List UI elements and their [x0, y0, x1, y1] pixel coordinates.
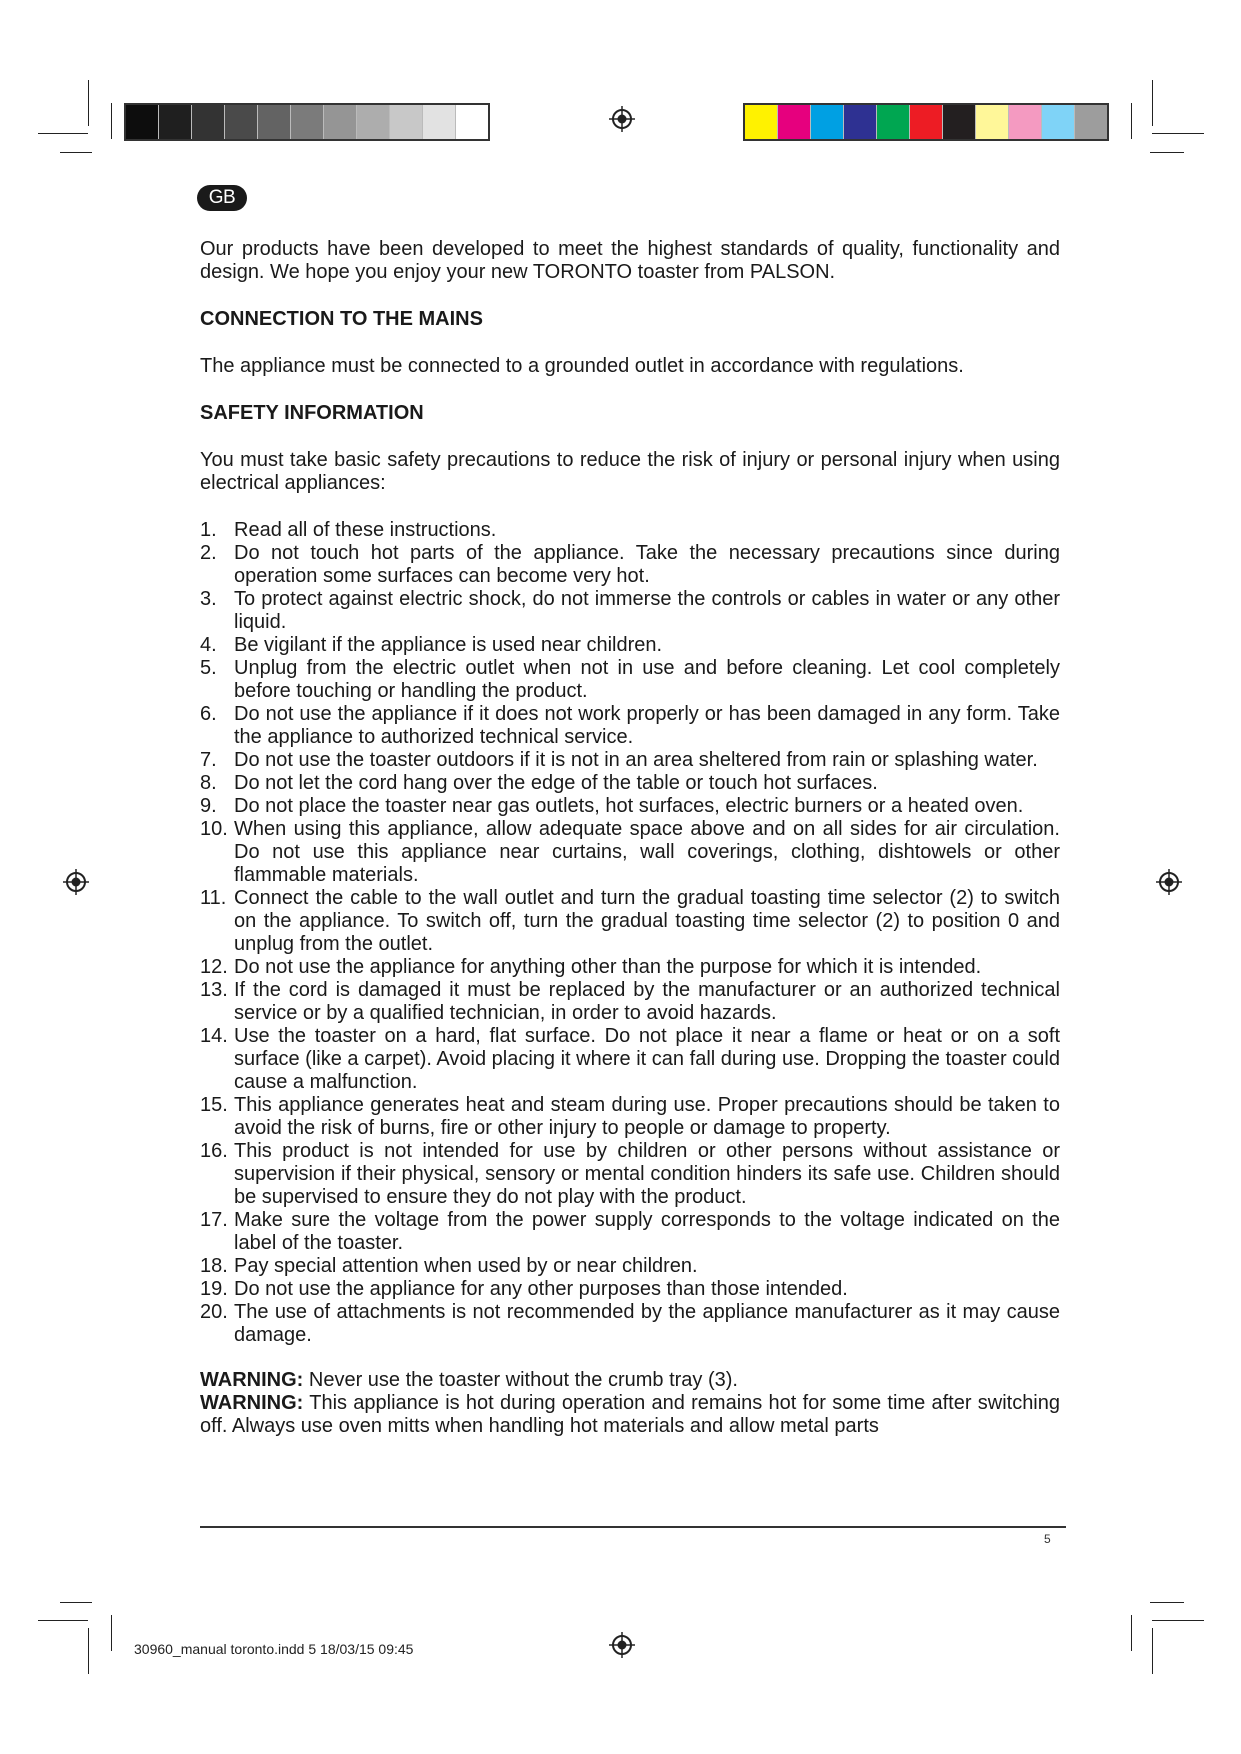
list-item — [200, 1094, 1060, 1140]
list-item-text: Do not let the cord hang over the edge of the table or touch hot surfaces. — [234, 772, 878, 794]
color-swatch — [423, 105, 456, 139]
crop-mark — [1150, 152, 1184, 153]
list-item-number: 10. — [200, 818, 228, 840]
safety-intro: You must take basic safety precautions to reduce the risk of injury or personal injury when using electrical appliances: — [200, 449, 1060, 494]
grayscale-color-bar — [124, 103, 490, 141]
list-item-text: Do not use the appliance if it does not work properly or has been damaged in any form. Take the appliance to authorized technical service. — [234, 703, 1060, 748]
list-item — [200, 542, 1060, 588]
color-swatch — [943, 105, 976, 139]
crop-mark — [1150, 1602, 1184, 1603]
list-item-number: 11. — [200, 887, 227, 909]
list-item — [200, 1255, 1060, 1278]
list-item-number: 14. — [200, 1025, 228, 1047]
list-item-text: When using this appliance, allow adequate space above and on all sides for air circulation. Do not use this appliance near curtains, wall coverings, clothing, dishtowels or other flammable materials. — [234, 818, 1060, 886]
list-item-text: Unplug from the electric outlet when not in use and before cleaning. Let cool completely before touching or handling the product. — [234, 657, 1060, 702]
color-swatch — [811, 105, 844, 139]
color-swatch — [877, 105, 910, 139]
list-item — [200, 657, 1060, 703]
safety-heading: SAFETY INFORMATION — [200, 402, 424, 424]
list-item — [200, 795, 1060, 818]
list-item-number: 20. — [200, 1301, 228, 1323]
list-item — [200, 887, 1060, 956]
color-swatch — [910, 105, 943, 139]
color-swatch — [159, 105, 192, 139]
warning-label: WARNING: — [200, 1369, 304, 1391]
list-item-number: 15. — [200, 1094, 228, 1116]
color-swatch — [192, 105, 225, 139]
list-item — [200, 1301, 1060, 1347]
list-item — [200, 1140, 1060, 1209]
crop-mark — [1152, 80, 1153, 126]
list-item — [200, 519, 1060, 542]
crop-mark — [60, 152, 92, 153]
color-swatch — [291, 105, 324, 139]
warning-paragraph — [200, 1369, 1060, 1392]
list-item — [200, 772, 1060, 795]
list-item — [200, 818, 1060, 887]
color-swatch — [844, 105, 877, 139]
list-item-text: Use the toaster on a hard, flat surface. Do not place it near a flame or heat or on a soft surface (like a carpet). Avoid placing it where it can fall during use. Dropping the toaster could cause a malfunction. — [234, 1025, 1060, 1093]
list-item-text: Make sure the voltage from the power supply corresponds to the voltage indicated on the label of the toaster. — [234, 1209, 1060, 1254]
warnings-block — [200, 1369, 1060, 1438]
safety-instructions-list — [200, 519, 1060, 1347]
intro-paragraph: Our products have been developed to meet the highest standards of quality, functionality and design. We hope you enjoy your new TORONTO toaster from PALSON. — [200, 238, 1060, 283]
list-item-number: 1. — [200, 519, 217, 541]
list-item — [200, 1278, 1060, 1301]
registration-mark-icon — [609, 1632, 635, 1658]
list-item-text: Read all of these instructions. — [234, 519, 497, 541]
list-item-number: 6. — [200, 703, 217, 725]
connection-heading: CONNECTION TO THE MAINS — [200, 308, 483, 330]
list-item-text: If the cord is damaged it must be replaced by the manufacturer or an authorized technical service or by a qualified technician, in order to avoid hazards. — [234, 979, 1060, 1024]
list-item-number: 4. — [200, 634, 217, 656]
color-swatch — [324, 105, 357, 139]
list-item-number: 16. — [200, 1140, 228, 1162]
crop-mark — [60, 1602, 92, 1603]
footer-rule — [200, 1526, 1066, 1528]
list-item-text: This appliance generates heat and steam during use. Proper precautions should be taken to avoid the risk of burns, fire or other injury to people or damage to property. — [234, 1094, 1060, 1139]
color-swatch — [357, 105, 390, 139]
list-item-number: 9. — [200, 795, 217, 817]
crop-mark — [1131, 103, 1132, 139]
list-item-number: 12. — [200, 956, 228, 978]
list-item-text: To protect against electric shock, do not immerse the controls or cables in water or any other liquid. — [234, 588, 1060, 633]
list-item — [200, 634, 1060, 657]
color-swatch — [258, 105, 291, 139]
color-swatch — [976, 105, 1009, 139]
list-item-number: 5. — [200, 657, 217, 679]
list-item-text: Do not use the appliance for anything other than the purpose for which it is intended. — [234, 956, 982, 978]
list-item-number: 2. — [200, 542, 217, 564]
list-item-text: Do not place the toaster near gas outlets, hot surfaces, electric burners or a heated oven. — [234, 795, 1024, 817]
color-swatch — [1075, 105, 1107, 139]
list-item-number: 7. — [200, 749, 217, 771]
list-item-text: Do not use the toaster outdoors if it is not in an area sheltered from rain or splashing water. — [234, 749, 1038, 771]
crop-mark — [88, 1628, 89, 1674]
color-swatch — [126, 105, 159, 139]
crop-mark — [111, 1615, 112, 1651]
list-item-text: Connect the cable to the wall outlet and turn the gradual toasting time selector (2) to switch on the appliance. To switch off, turn the gradual toasting time selector (2) to position 0 and unplug from the outlet. — [234, 887, 1060, 955]
color-swatch — [225, 105, 258, 139]
list-item-number: 17. — [200, 1209, 228, 1231]
process-color-bar — [743, 103, 1109, 141]
list-item — [200, 979, 1060, 1025]
list-item-number: 8. — [200, 772, 217, 794]
crop-mark — [1152, 1628, 1153, 1674]
page-number: 5 — [1044, 1532, 1051, 1546]
warning-text: Never use the toaster without the crumb tray (3). — [308, 1369, 738, 1391]
list-item — [200, 1025, 1060, 1094]
color-swatch — [1042, 105, 1075, 139]
connection-text: The appliance must be connected to a grounded outlet in accordance with regulations. — [200, 355, 964, 377]
list-item-text: The use of attachments is not recommended by the appliance manufacturer as it may cause damage. — [234, 1301, 1060, 1346]
document-body — [200, 238, 1060, 1438]
color-swatch — [1009, 105, 1042, 139]
list-item — [200, 703, 1060, 749]
crop-mark — [38, 1620, 88, 1621]
crop-mark — [1152, 133, 1204, 134]
color-swatch — [390, 105, 423, 139]
language-badge: GB — [197, 185, 247, 211]
warning-label: WARNING: — [200, 1392, 304, 1414]
warning-paragraph — [200, 1392, 1060, 1438]
list-item-text: Pay special attention when used by or near children. — [234, 1255, 698, 1277]
file-slug: 30960_manual toronto.indd 5 18/03/15 09:45 — [134, 1641, 414, 1657]
list-item-number: 13. — [200, 979, 228, 1001]
crop-mark — [1152, 1620, 1204, 1621]
list-item-number: 3. — [200, 588, 217, 610]
list-item-text: This product is not intended for use by children or other persons without assistance or supervision if their physical, sensory or mental condition hinders its safe use. Children should be supervised to ensure they do not play with the product. — [234, 1140, 1060, 1208]
list-item — [200, 1209, 1060, 1255]
color-swatch — [745, 105, 778, 139]
crop-mark — [111, 103, 112, 139]
list-item — [200, 749, 1060, 772]
list-item-text: Be vigilant if the appliance is used near children. — [234, 634, 663, 656]
registration-mark-icon — [609, 106, 635, 132]
list-item-text: Do not touch hot parts of the appliance. Take the necessary precautions since during operation some surfaces can become very hot. — [234, 542, 1060, 587]
crop-mark — [88, 80, 89, 126]
list-item — [200, 956, 1060, 979]
registration-mark-icon — [1156, 869, 1182, 895]
warning-text: This appliance is hot during operation and remains hot for some time after switching off. Always use oven mitts when handling hot materials and allow metal parts — [200, 1392, 1061, 1437]
color-swatch — [456, 105, 488, 139]
crop-mark — [38, 133, 88, 134]
list-item-number: 19. — [200, 1278, 228, 1300]
list-item — [200, 588, 1060, 634]
crop-mark — [1131, 1615, 1132, 1651]
color-swatch — [778, 105, 811, 139]
list-item-number: 18. — [200, 1255, 228, 1277]
list-item-text: Do not use the appliance for any other purposes than those intended. — [234, 1278, 848, 1300]
registration-mark-icon — [63, 869, 89, 895]
